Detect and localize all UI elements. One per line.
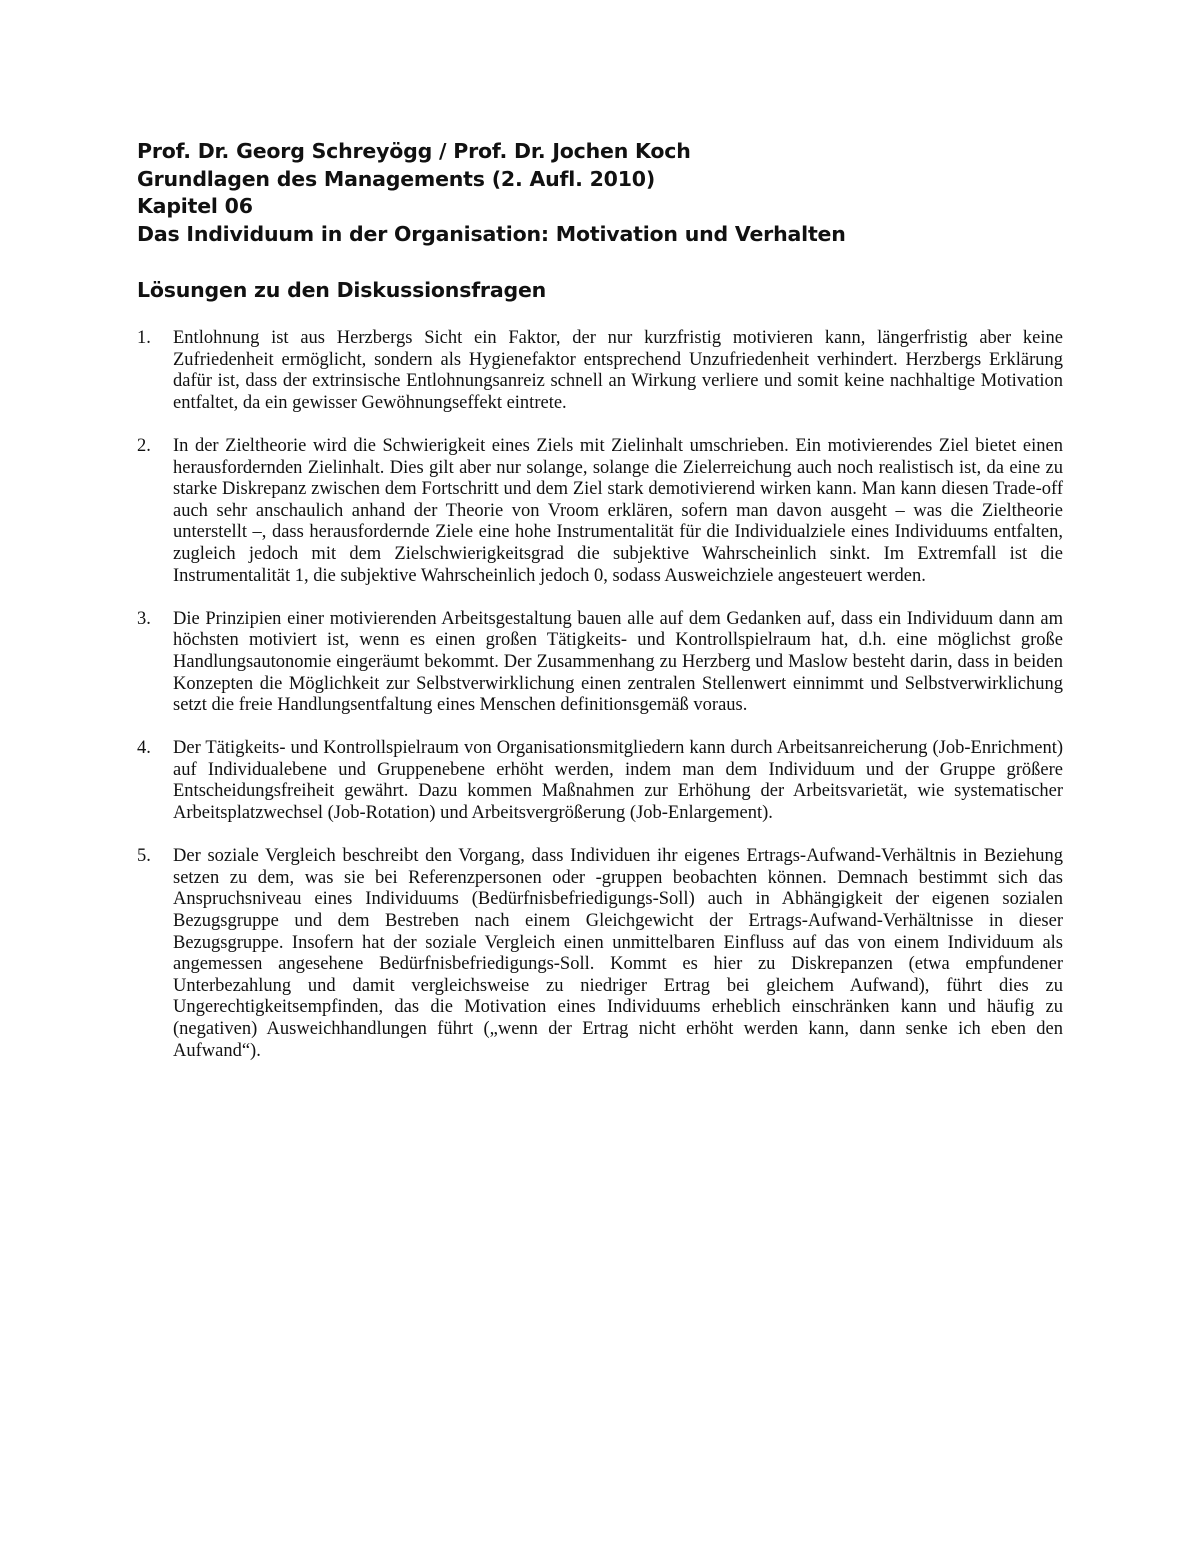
answer-number: 3.: [137, 608, 151, 629]
document-header: [137, 138, 1067, 248]
author-line: Prof. Dr. Georg Schreyögg / Prof. Dr. Jochen Koch: [137, 139, 691, 163]
chapter-line: Kapitel 06: [137, 194, 253, 218]
answer-item: [137, 609, 1063, 717]
book-title-line: Grundlagen des Managements (2. Aufl. 2010): [137, 166, 656, 191]
answer-number: 2.: [137, 435, 151, 456]
answer-text: Der Tätigkeits- und Kontrollspielraum von Organisationsmitgliedern kann durch Arbeitsanreicherung (Job-Enrichment) auf Individualebene und Gruppenebene erhöht werden, indem man dem Individuum und der Gruppe größere Entscheidungsfreiheit gewährt. Dazu kommen Maßnahmen zur Erhöhung der Arbeitsvarietät, wie systematischer Arbeitsplatzwechsel (Job-Rotation) und Arbeitsvergrößerung (Job-Enlargement).: [173, 738, 1063, 824]
answer-item: [137, 328, 1063, 414]
section-title: Lösungen zu den Diskussionsfragen: [137, 278, 547, 302]
answer-number: 5.: [137, 846, 151, 867]
answer-item: [137, 436, 1063, 587]
chapter-title-line: Das Individuum in der Organisation: Motivation und Verhalten: [137, 221, 846, 246]
answer-text: Die Prinzipien einer motivierenden Arbeitsgestaltung bauen alle auf dem Gedanken auf, dass ein Individuum dann am höchsten motiviert ist, wenn es einen großen Tätigkeits- und Kontrollspielraum hat, d.h. eine möglichst große Handlungsautonomie eingeräumt bekommt. Der Zusammenhang zu Herzberg und Maslow besteht darin, dass in beiden Konzepten die Möglichkeit zur Selbstverwirklichung einen zentralen Stellenwert einnimmt und Selbstverwirklichung setzt die freie Handlungsentfaltung eines Menschen definitionsgemäß voraus.: [173, 608, 1063, 716]
answer-number: 1.: [137, 328, 151, 348]
answer-number: 4.: [137, 738, 151, 759]
answer-text: Der soziale Vergleich beschreibt den Vorgang, dass Individuen ihr eigenes Ertrags-Aufwand-Verhältnis in Beziehung setzen zu dem, was sie bei Referenzpersonen oder -gruppen beobachten können. Demnach bestimmt sich das Anspruchsniveau eines Individuums (Bedürfnisbefriedigungs-Soll) auch in Abhängigkeit der eigenen sozialen Bezugsgruppe und dem Bestreben nach einem Gleichgewicht der Ertrags-Aufwand-Verhältnisse in dieser Bezugsgruppe. Insofern hat der soziale Vergleich einen unmittelbaren Einfluss auf das von einem Individuum als angemessen angesehene Bedürfnisbefriedigungs-Soll. Kommt es hier zu Diskrepanzen (etwa empfundener Unterbezahlung und damit vergleichsweise zu niedriger Ertrag bei gleichem Aufwand), führt dies zu Ungerechtigkeitsempfinden, das die Motivation eines Individuums erheblich einschränken kann und häufig zu (negativen) Ausweichhandlungen führt („wenn der Ertrag nicht erhöht werden kann, dann senke ich eben den Aufwand“).: [173, 846, 1063, 1061]
answers-list: [137, 328, 1063, 1084]
answer-text: In der Zieltheorie wird die Schwierigkeit eines Ziels mit Zielinhalt umschrieben. Ein motivierendes Ziel bietet einen herausfordernden Zielinhalt. Dies gilt aber nur solange, solange die Zielerreichung auch noch realistisch ist, da eine zu starke Diskrepanz zwischen dem Fortschritt und dem Ziel stark demotivierend wirken kann. Man kann diesen Trade-off auch sehr anschaulich anhand der Theorie von Vroom erklären, sofern man davon ausgeht – was die Zieltheorie unterstellt –, dass herausfordernde Ziele eine hohe Instrumentalität für die Individualziele eines Individuums entfalten, zugleich jedoch mit dem Zielschwierigkeitsgrad die subjektive Wahrscheinlich sinkt. Im Extremfall ist die Instrumentalität 1, die subjektive Wahrscheinlich jedoch 0, sodass Ausweichziele angesteuert werden.: [173, 435, 1063, 586]
answer-item: [137, 738, 1063, 824]
answer-item: [137, 846, 1063, 1062]
answer-text: Entlohnung ist aus Herzbergs Sicht ein Faktor, der nur kurzfristig motivieren kann, längerfristig aber keine Zufriedenheit ermöglicht, sondern als Hygienefaktor entsprechend Unzufriedenheit verhindert. Herzbergs Erklärung dafür ist, dass der extrinsische Entlohnungsanreiz schnell an Wirkung verliere und somit keine nachhaltige Motivation entfaltet, da ein gewisser Gewöhnungseffekt eintrete.: [173, 328, 1063, 413]
